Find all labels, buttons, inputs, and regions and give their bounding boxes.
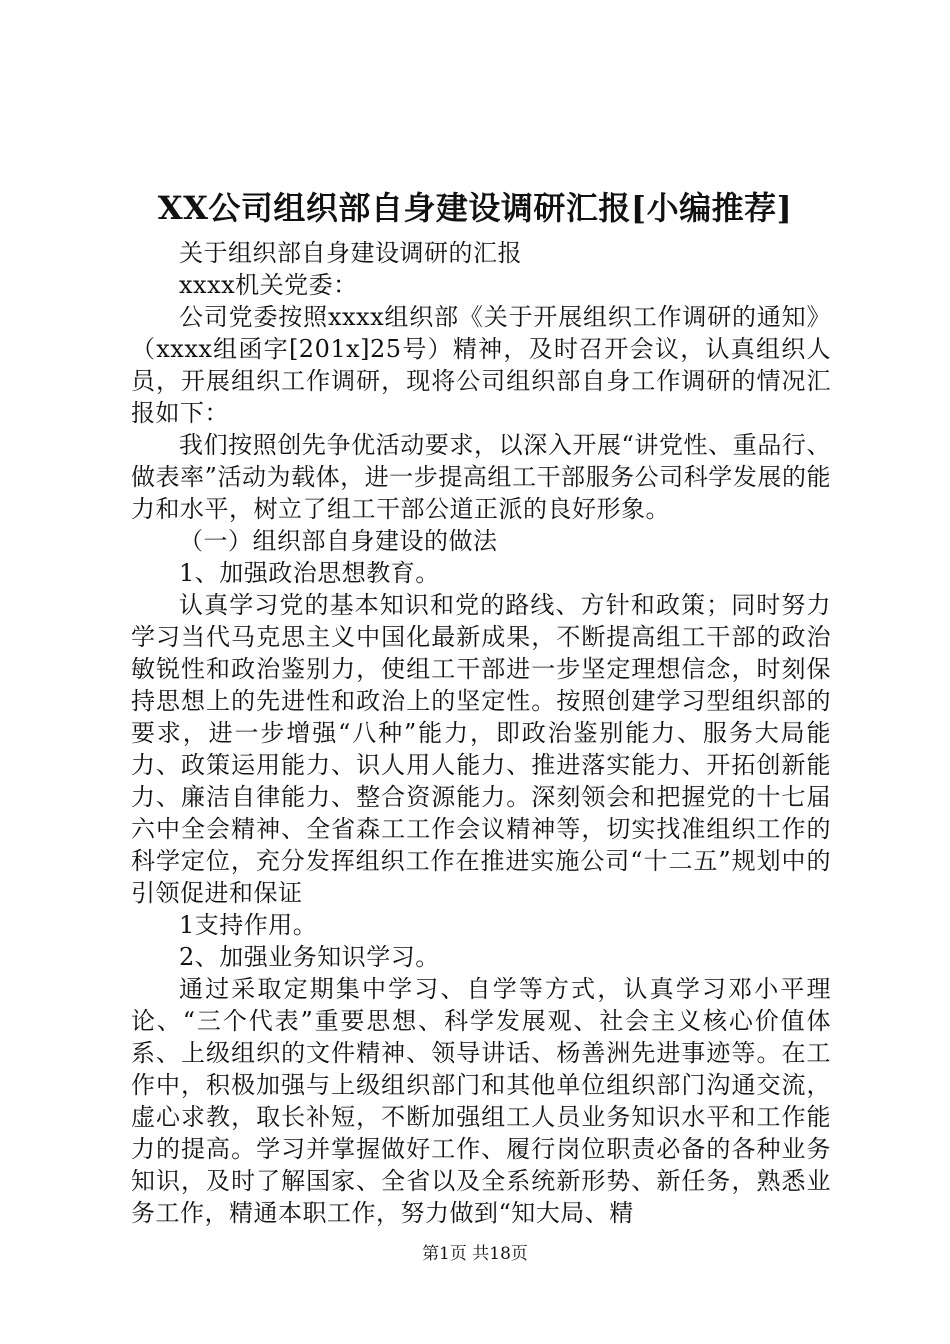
addressee: xxxx机关党委：	[179, 271, 358, 299]
section-heading: （一）组织部自身建设的做法	[179, 527, 498, 555]
body-paragraph: 认真学习党的基本知识和党的路线、方针和政策；同时努力学习当代马克思主义中国化最新成果，不断提高组工干部的政治敏锐性和政治鉴别力，使组工干部进一步坚定理想信念，时刻保持思想上的先进性和政治上的坚定性。按照创建学习型组织部的要求，进一步增强“八种”能力，即政治鉴别能力、服务大局能力、政策运用能力、识人用人能力、推进落实能力、开拓创新能力、廉洁自律能力、整合资源能力。深刻领会和把握党的十七届六中全会精神、全省森工工作会议精神等，切实找准组织工作的科学定位，充分发挥组织工作在推进实施公司“十二五”规划中的引领促进和保证	[131, 591, 831, 907]
document-body	[131, 237, 831, 1229]
body-paragraph: 我们按照创先争优活动要求，以深入开展“讲党性、重品行、做表率”活动为载体，进一步提高组工干部服务公司科学发展的能力和水平，树立了组工干部公道正派的良好形象。	[131, 431, 831, 523]
page-number-footer: 第1页 共18页	[422, 1244, 528, 1264]
document-title: XX公司组织部自身建设调研汇报[小编推荐]	[157, 189, 793, 227]
body-paragraph: 1支持作用。	[179, 911, 318, 939]
subsection-heading: 1、加强政治思想教育。	[179, 559, 440, 587]
report-subtitle: 关于组织部自身建设调研的汇报	[179, 239, 522, 267]
subsection-heading: 2、加强业务知识学习。	[179, 943, 440, 971]
body-paragraph: 公司党委按照xxxx组织部《关于开展组织工作调研的通知》（xxxx组函字[201x]25号）精神，及时召开会议，认真组织人员，开展组织工作调研，现将公司组织部自身工作调研的情况汇报如下：	[131, 303, 831, 427]
body-paragraph: 通过采取定期集中学习、自学等方式，认真学习邓小平理论、“三个代表”重要思想、科学发展观、社会主义核心价值体系、上级组织的文件精神、领导讲话、杨善洲先进事迹等。在工作中，积极加强与上级组织部门和其他单位组织部门沟通交流，虚心求教，取长补短，不断加强组工人员业务知识水平和工作能力的提高。学习并掌握做好工作、履行岗位职责必备的各种业务知识，及时了解国家、全省以及全系统新形势、新任务，熟悉业务工作，精通本职工作，努力做到“知大局、精	[131, 975, 831, 1227]
